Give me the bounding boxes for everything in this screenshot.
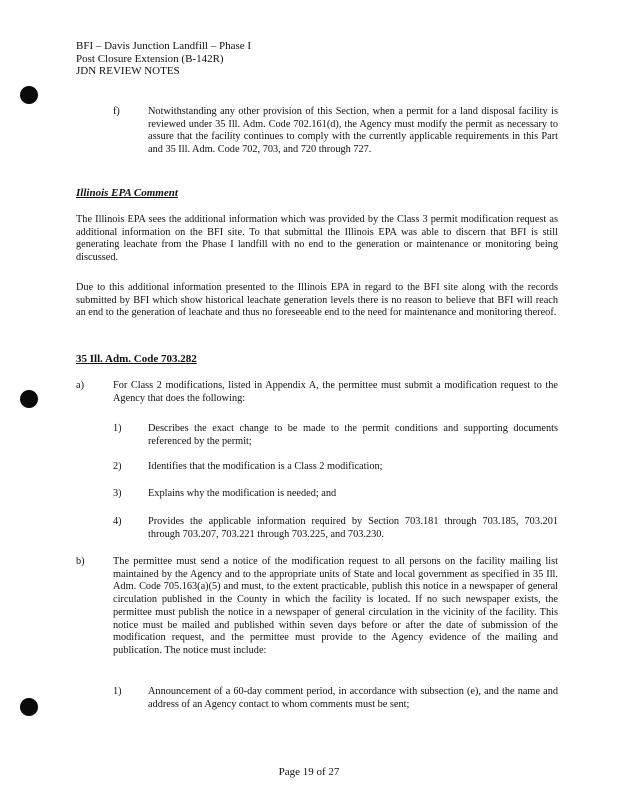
epa-comment-heading: Illinois EPA Comment [76, 187, 178, 199]
header-line-1: BFI – Davis Junction Landfill – Phase I [76, 40, 252, 52]
binder-hole-top [20, 86, 38, 104]
subitem-a2-text: Identifies that the modification is a Class 2 modification; [148, 461, 383, 472]
item-f-label: f) [113, 106, 120, 117]
subitem-a2-label: 2) [113, 461, 122, 472]
subitem-b1-label: 1) [113, 686, 122, 697]
header-line-3: JDN REVIEW NOTES [76, 65, 180, 77]
code-section-heading: 35 Ill. Adm. Code 703.282 [76, 353, 197, 365]
item-a-label: a) [76, 380, 84, 391]
item-b-text: The permittee must send a notice of the modification request to all persons on the facility mailing list maintained by the Agency and to the appropriate units of State and local government as specified in 35 Ill. Adm. Code 705.163(a)(5) and must, to the extent practicable, publish this notice in a newspaper of general circulation published in the County in which the facility is located. If no such newspaper exists, the permittee must publish the notice in a newspaper of general circulation in the vicinity of the facility. This notice must be mailed and published within seven days before or after the date of submission of the modification request, and the permittee must provide to the Agency evidence of the mailing and publication. The notice must include: [113, 556, 558, 656]
epa-comment-paragraph-1: The Illinois EPA sees the additional information which was provided by the Class 3 permit modification request as additional information on the BFI site. To that submittal the Illinois EPA was able to discern that BFI is still generating leachate from the Phase I landfill with no end to the generation or maintenance or monitoring being discussed. [76, 214, 558, 264]
subitem-a4-label: 4) [113, 516, 122, 527]
subitem-a1-text: Describes the exact change to be made to the permit conditions and supporting documents referenced by the permit; [148, 423, 558, 447]
binder-hole-middle [20, 390, 38, 408]
item-b-label: b) [76, 556, 85, 567]
item-a-text: For Class 2 modifications, listed in Appendix A, the permittee must submit a modification request to the Agency that does the following: [113, 380, 558, 404]
header-line-2: Post Closure Extension (B-142R) [76, 52, 224, 65]
binder-hole-bottom [20, 698, 38, 716]
item-f-text: Notwithstanding any other provision of this Section, when a permit for a land disposal facility is reviewed under 35 Ill. Adm. Code 702.161(d), the Agency must modify the permit as necessary to assure that the facility continues to comply with the currently applicable requirements in this Part and 35 Ill. Adm. Code 702, 703, and 720 through 727. [148, 106, 558, 156]
subitem-a4-text: Provides the applicable information required by Section 703.181 through 703.185, 703.201 through 703.207, 703.221 through 703.225, and 703.230. [148, 516, 558, 540]
epa-comment-paragraph-2: Due to this additional information presented to the Illinois EPA in regard to the BFI site along with the records submitted by BFI which show historical leachate generation levels there is no reason to believe that BFI will reach an end to the generation of leachate and thus no foreseeable end to the need for maintenance and monitoring thereof. [76, 282, 558, 319]
subitem-a3-text: Explains why the modification is needed; and [148, 488, 337, 499]
document-header [76, 40, 251, 78]
page-number: Page 19 of 27 [278, 766, 340, 778]
subitem-b1-text: Announcement of a 60-day comment period, in accordance with subsection (e), and the name and address of an Agency contact to whom comments must be sent; [148, 686, 558, 710]
subitem-a3-label: 3) [113, 488, 122, 499]
subitem-a1-label: 1) [113, 423, 122, 434]
